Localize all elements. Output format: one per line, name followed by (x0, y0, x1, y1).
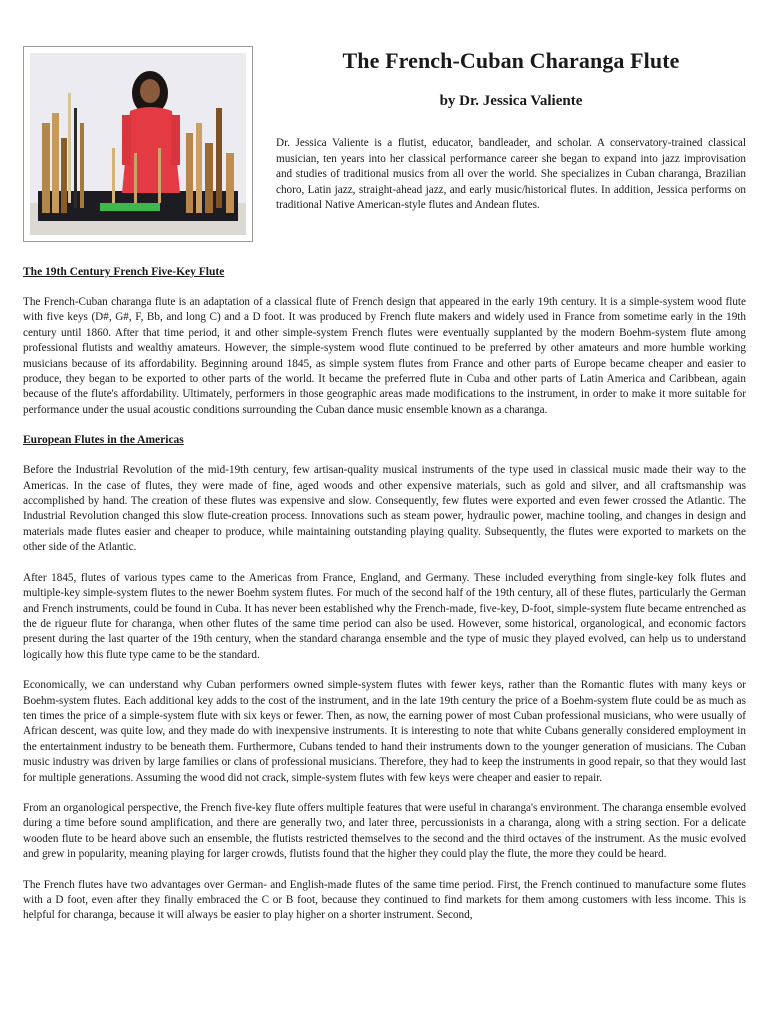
article-body (23, 265, 746, 939)
author-byline: by Dr. Jessica Valiente (439, 93, 583, 109)
paragraph: The French-Cuban charanga flute is an adaptation of a classical flute of French design that appeared in the early 19th century. It is a simple-system wood flute with five keys (D#, G#, F, Bb, and long C) and a D foot. It was produced by French flute makers and widely used in France from sometime early in the 19th century until 1860. After that time period, it and other simple-system French flutes were eventually supplanted by the modern Boehm-system flute among professional flutists and wealthy amateurs. However, the simple-system wood flute continued to be preferred by other amateurs and more humble working musicians because of its affordability. Beginning around 1845, as simple system flutes from France and other parts of Europe became cheaper and easier to produce, they began to be exported to other parts of the world. It became the preferred flute in Cuba and other parts of Latin America and Caribbean, again because of the flute's affordability. Ultimately, performers in those geographic areas made modifications to the instrument, in order to make it more suitable for performance under the usual acoustic conditions surrounding the Cuban dance music ensemble known as a charanga. (23, 296, 746, 416)
page-title: The French-Cuban Charanga Flute (342, 48, 680, 73)
paragraph: After 1845, flutes of various types came to the Americas from France, England, and Germany. These included everything from single-key folk flutes and multiple-key simple-system flutes to the newer Boehm system flutes. For much of the second half of the 19th century, all of these flutes, particularly the German and French instruments, could be found in Cuba. It has never been established why the French-made, five-key, D-foot, simple-system flute became entrenched as the de rigueur flute for charanga, when other flutes of the same time period can also be used. However, some historical, organological, and economic factors present during the last quarter of the 19th century, when the standard charanga ensemble and the type of music they played evolved, can help us to understand logically how this flute type came to be the standard. (23, 571, 746, 661)
author-photo (30, 53, 246, 235)
paragraph: Before the Industrial Revolution of the mid-19th century, few artisan-quality musical instruments of the type used in classical music made their way to the Americas. In the case of flutes, they were made of fine, aged woods and other expensive materials, such as gold and silver, and all craftsmanship was accomplished by hand. The creation of these flutes was expensive and slow. Consequently, few flutes were exported and even fewer crossed the Atlantic. The Industrial Revolution changed this slow flute-creation process. Innovations such as steam power, hydraulic power, machine tooling, and changes in design and materials made flutes easier and cheaper to produce, while maintaining outstanding playing quality. Subsequently, the flutes were exported to markets on the other side of the Atlantic. (23, 464, 746, 554)
paragraph: The French flutes have two advantages over German- and English-made flutes of the same time period. First, the French continued to manufacture some flutes with a D foot, even after they finally embraced the C or B foot, because they continued to find markets for them among customers with less income. This is helpful for charanga, because it will always be easier to play higher on a shorter instrument. Second, (23, 878, 746, 922)
paragraph: From an organological perspective, the French five-key flute offers multiple features that were useful in charanga's environment. The charanga ensemble evolved during a time before sound amplification, and there are generally two, and later three, percussionists in a charanga, along with a string section. For a delicate wooden flute to be heard above such an ensemble, the flutists restricted themselves to the second and the third octaves of the instrument. As the music evolved and grew in popularity, meaning playing for larger crowds, flutists found that the higher they could play the flute, the more they could be heard. (23, 801, 746, 861)
author-bio: Dr. Jessica Valiente is a flutist, educator, bandleader, and scholar. A conservatory-trained classical musician, ten years into her classical performance career she began to expand into jazz improvisation and studies of traditional musics from all over the world. She specializes in Cuban charanga, Brazilian choro, Latin jazz, straight-ahead jazz, and early music/historical flutes. In addition, Jessica performs on traditional Native American-style flutes and Andean flutes. (276, 137, 746, 212)
section-heading: European Flutes in the Americas (23, 434, 184, 447)
paragraph: Economically, we can understand why Cuban performers owned simple-system flutes with fewer keys, rather than the Romantic flutes with many keys or Boehm-system flutes. Each additional key adds to the cost of the instrument, and in the late 19th century the price of a Boehm-system flute could be as much as ten times the price of a simple-system flute with six keys or fewer. Then, as now, the earning power of most Cuban professional musicians, who were usually of African descent, was quite low, and they made do with inexpensive instruments. It is interesting to note that white Cubans generally considered employment in the entertainment industry to be beneath them. Furthermore, Cubans tended to hand their instruments down to the younger generation of musicians. The Cuban music industry was driven by large families or clans of professional musicians. Therefore, they had to keep the instruments in good repair, so that they would last for multiple generations. Assuming the wood did not crack, simple-system flutes with few keys were cheaper and easier to repair. (23, 679, 746, 784)
author-photo-frame (23, 46, 253, 242)
section-heading: The 19th Century French Five-Key Flute (23, 266, 225, 278)
